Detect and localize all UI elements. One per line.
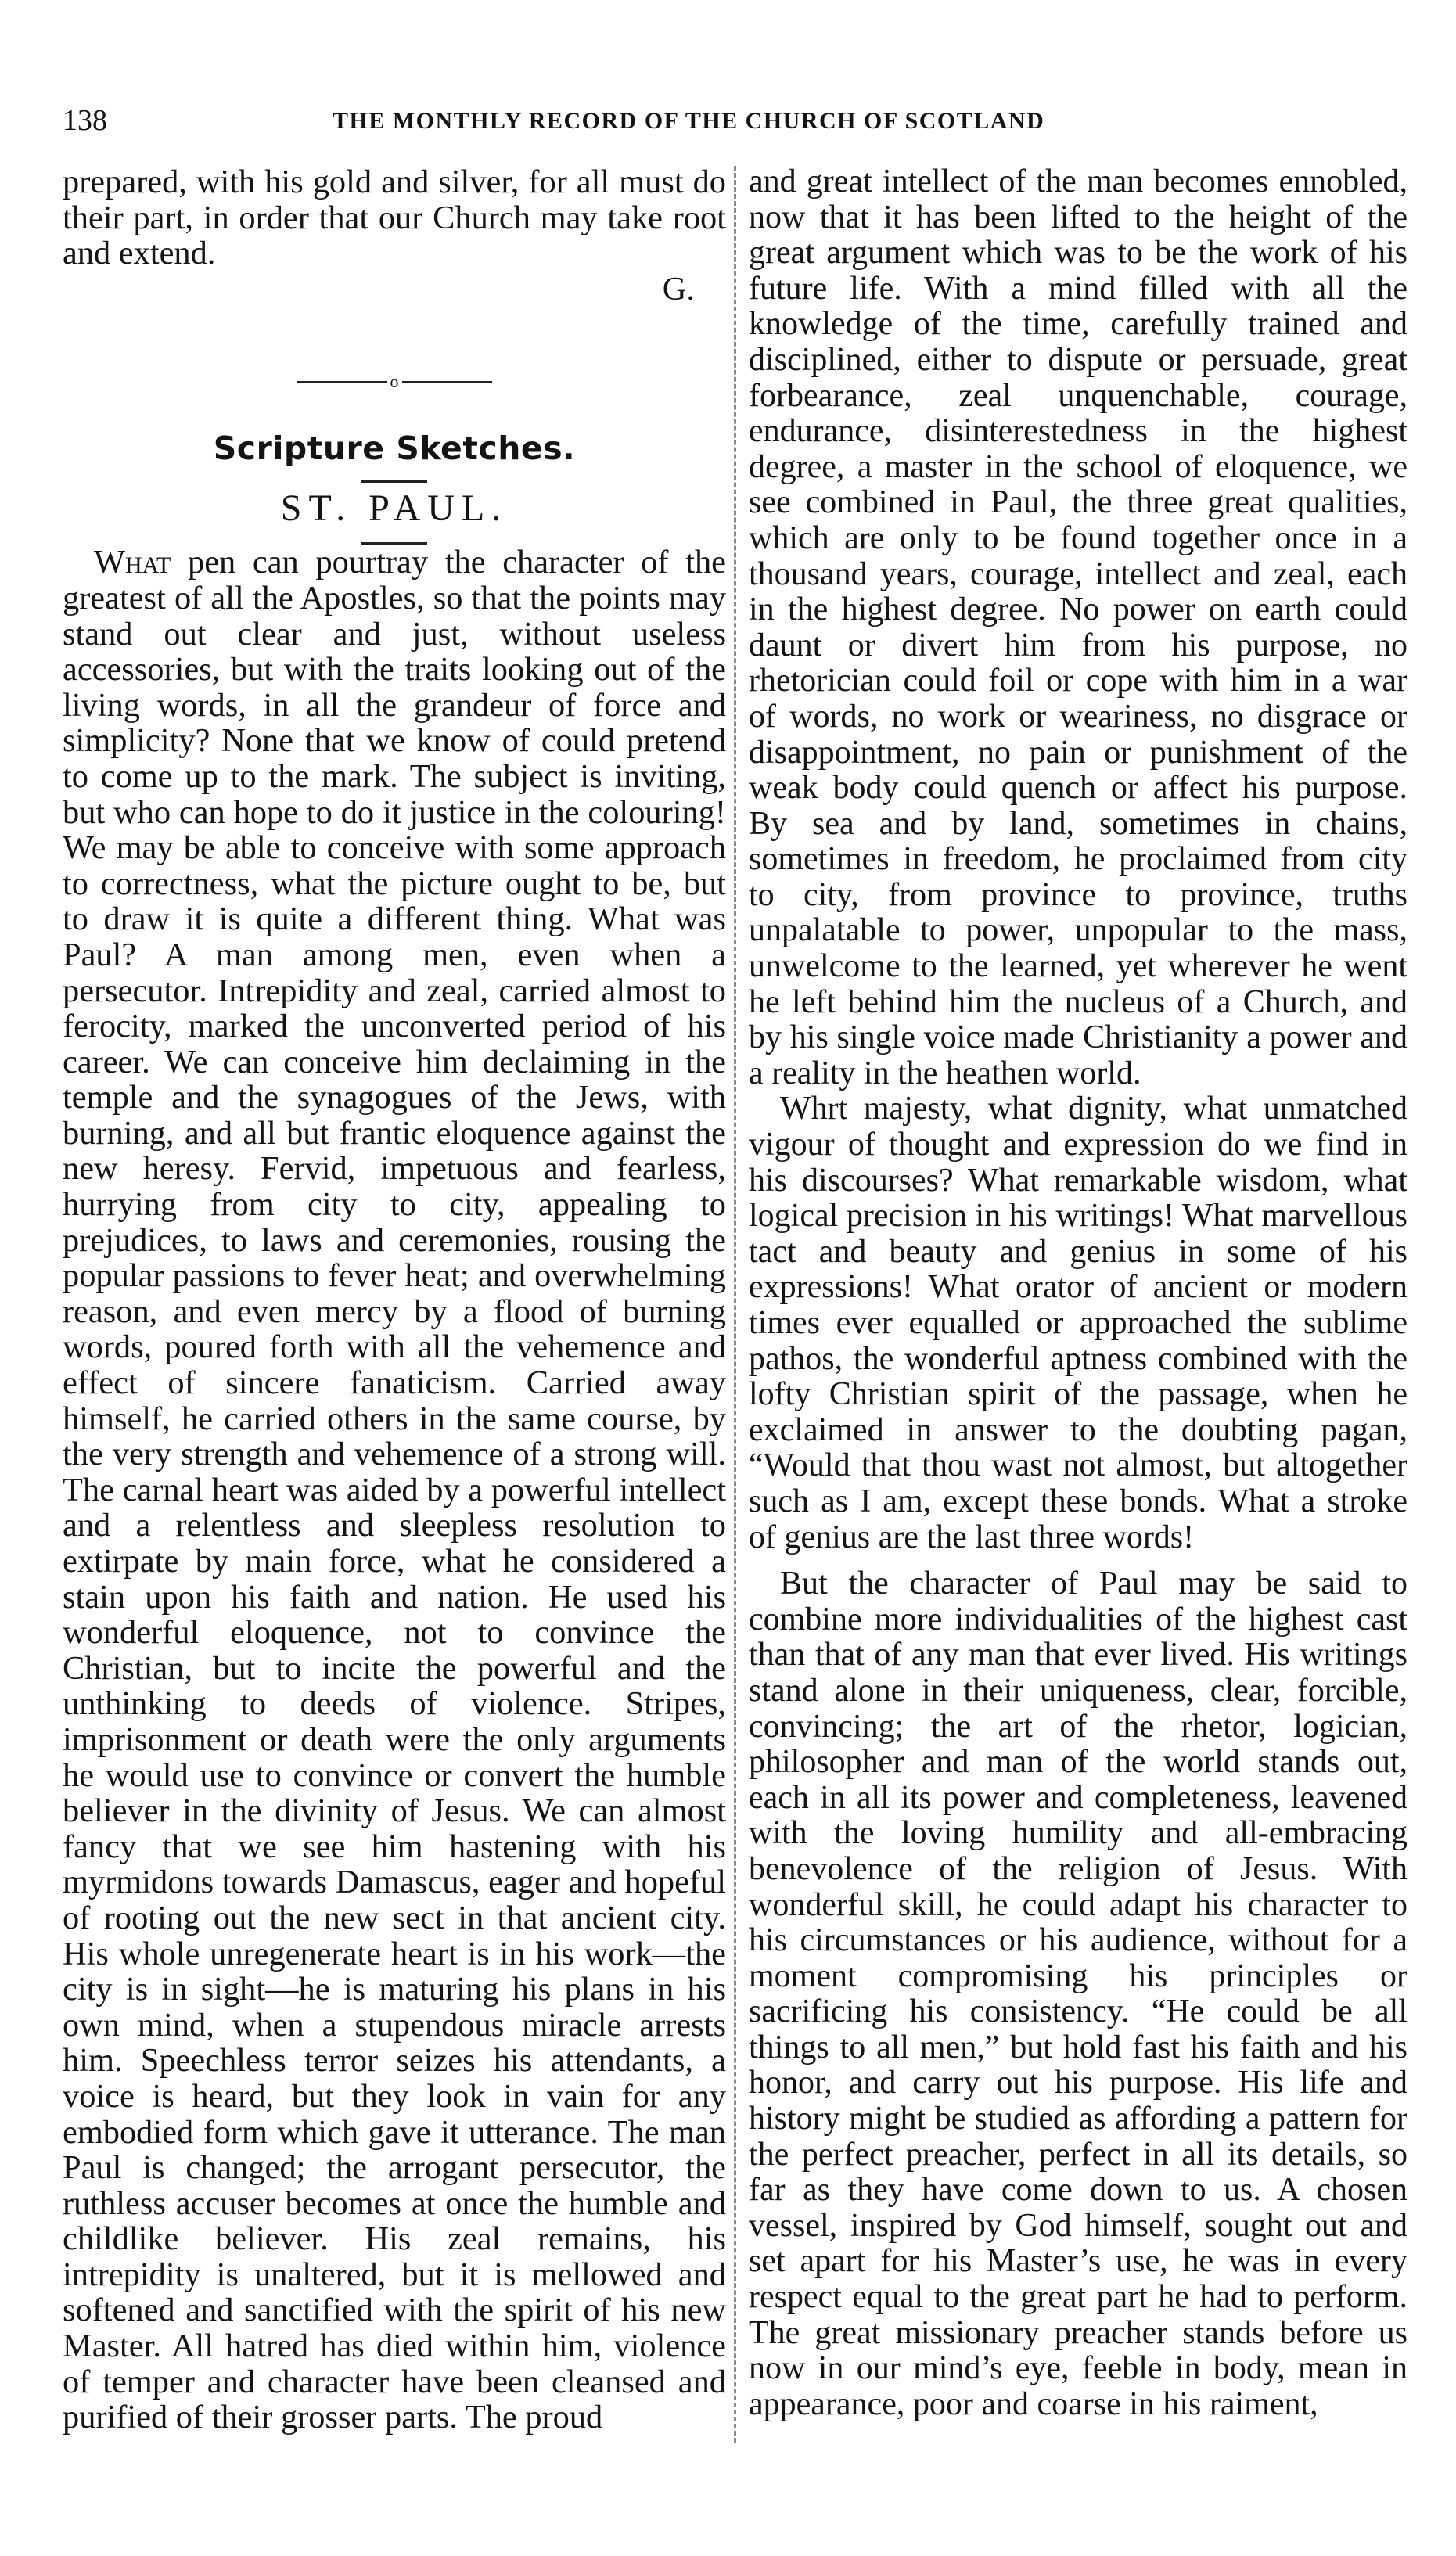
left-column [63,164,726,2436]
running-title: THE MONTHLY RECORD OF THE CHURCH OF SCOTLAND [333,108,1045,134]
title-rule-top [361,480,427,483]
section-title: Scripture Sketches. [213,430,576,468]
running-header [63,103,1400,142]
paragraph-majesty: Whrt majesty, what dignity, what unmatched vigour of thought and expression do we find in his discourses? What remarkable wisdom, what logical precision in his writings! What marvellous tact and beauty and genius in some of his expressions! What orator of ancient or modern times ever equalled or approached the sublime pathos, the wonderful aptness combined with the lofty Christian spirit of the passage, when he exclaimed in answer to the doubting pagan, “Would that thou wast not almost, but altogether such as I am, except these bonds. What a stroke of genius are the last three words! [749,1091,1407,1555]
separator-mark: o [390,372,399,392]
article-body-left [63,545,726,2435]
article-title: ST. PAUL. [280,487,509,530]
page-number: 138 [63,104,107,137]
paragraph-character: But the character of Paul may be said to combine more individualities of the highest cast than that of any man that ever lived. His writings stand alone in their uniqueness, clear, forcible, convincing; the art of the rhetor, logician, philosopher and man of the world stands out, each in all its power and completeness, leavened with the loving humility and all-embracing benevolence of the religion of Jesus. With wonderful skill, he could adapt his character to his circumstances or his audience, without for a moment compromising his principles or sacrificing his consistency. “He could be all things to all men,” but hold fast his faith and his honor, and carry out his purpose. His life and history might be studied as affording a pattern for the perfect preacher, perfect in all its details, so far as they have come down to us. A chosen vessel, inspired by God himself, sought out and set apart for his Master’s use, he was in every respect equal to the great part he had to perform. The great missionary preacher stands before us now in our mind’s eye, feeble in body, mean in appearance, poor and coarse in his raiment, [749,1566,1407,2422]
column-divider [734,166,736,2443]
section-separator [297,374,492,390]
signature-row [63,271,726,307]
continuation-text: prepared, with his gold and silver, for all must do their part, in order that our Church may take root and extend. [63,164,726,272]
drop-word: What [94,544,171,581]
signature: G. [662,270,695,307]
article-body-text: pen can pourtray the character of the greatest of all the Apostles, so that the points may stand out clear and just, without useless accessories, but with the traits looking out of the living words, in all the grandeur of force and simplicity? None that we know of could pretend to come up to the mark. The subject is inviting, but who can hope to do it justice in the colouring! We may be able to conceive with some approach to correctness, what the picture ought to be, but to draw it is quite a different thing. What was Paul? A man among men, even when a persecutor. Intrepidity and zeal, carried almost to ferocity, marked the unconverted period of his career. We can conceive him declaiming in the temple and the synagogues of the Jews, with burning, and all but frantic eloquence against the new heresy. Fervid, impetuous and fearless, hurrying from city to city, appealing to prejudices, to laws and ceremonies, rousing the popular passions to fever heat; and overwhelming reason, and even mercy by a flood of burning words, poured forth with all the vehemence and effect of sincere fanaticism. Carried away himself, he carried others in the same course, by the very strength and vehemence of a strong will. The carnal heart was aided by a powerful intellect and a relentless and sleepless resolution to extirpate by main force, what he considered a stain upon his faith and nation. He used his wonderful eloquence, not to convince the Christian, but to incite the powerful and the unthinking to deeds of violence. Stripes, imprisonment or death were the only arguments he would use to convince or convert the humble believer in the divinity of Jesus. We can almost fancy that we see him hastening with his myrmidons towards Damascus, eager and hopeful of rooting out the new sect in that ancient city. His whole unregenerate heart is in his work—the city is in sight—he is maturing his plans in his own mind, when a stupendous miracle arrests him. Speechless terror seizes his attendants, a voice is heard, but they look in vain for any embodied form which gave it utterance. The man Paul is changed; the arrogant persecutor, the ruthless accuser becomes at once the humble and childlike believer. His zeal remains, his intrepidity is unaltered, but it is mellowed and softened and sanctified with the spirit of his new Master. All hatred has died within him, violence of temper and character have been cleansed and purified of their grosser parts. The proud [63,544,726,2436]
paragraph-continued: and great intellect of the man becomes ennobled, now that it has been lifted to the height of the great argument which was to be the work of his future life. With a mind filled with all the knowledge of the time, carefully trained and disciplined, either to dispute or persuade, great forbearance, zeal unquenchable, courage, endurance, disinterestedness in the highest degree, a master in the school of eloquence, we see combined in Paul, the three great qualities, which are only to be found together once in a thousand years, courage, intellect and zeal, each in the highest degree. No power on earth could daunt or divert him from his purpose, no rhetorician could foil or cope with him in a war of words, no work or weariness, no disgrace or disappointment, no pain or punishment of the weak body could quench or affect his purpose. By sea and by land, sometimes in chains, sometimes in freedom, he proclaimed from city to city, from province to province, truths unpalatable to power, unpopular to the mass, unwelcome to the learned, yet wherever he went he left behind him the nucleus of a Church, and by his single voice made Christianity a power and a reality in the heathen world. [749,164,1407,1091]
right-column [749,164,1407,2422]
